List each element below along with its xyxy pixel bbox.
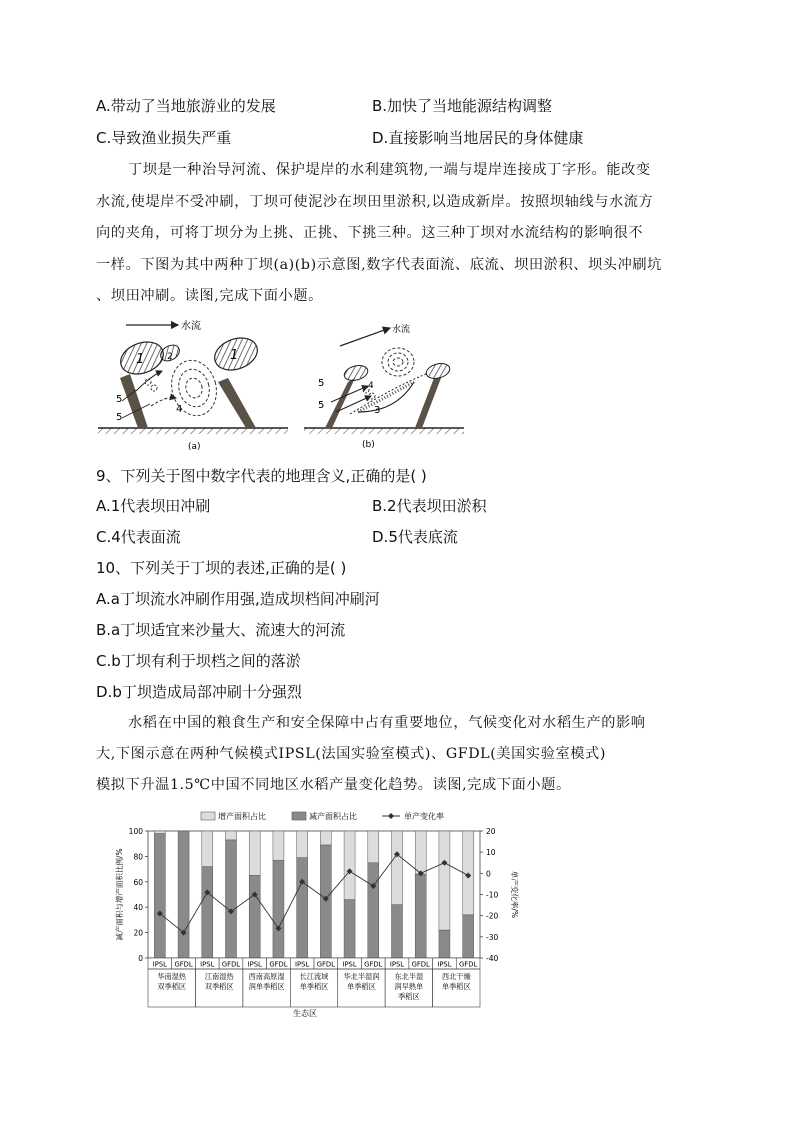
bar-increase [320,831,331,845]
svg-text:5: 5 [318,378,325,389]
chart-legend [201,811,444,821]
right-tick-label: -10 [486,890,499,900]
legend-label-increase: 增产面积占比 [218,812,266,821]
region-label: 双季稻区 [157,982,187,991]
bar-increase [368,831,379,863]
category-label: IPSL [152,960,167,969]
category-label: IPSL [200,960,215,969]
region-label: 江南湿热 [204,972,234,981]
right-tick-label: 10 [486,848,496,858]
q8-option-b: B.加快了当地能源结构调整 [372,97,553,115]
legend-line-marker [388,813,394,819]
region-label: 季稻区 [398,992,420,1001]
right-tick-label: 0 [486,869,491,879]
q9-option-b: B.2代表坝田淤积 [372,497,487,515]
left-tick-label: 20 [133,928,143,938]
svg-text:4: 4 [368,381,374,391]
svg-text:2: 2 [167,352,173,362]
bar-decrease [392,905,403,958]
category-label: GFDL [459,960,478,969]
region-label: 润单季稻区 [248,982,285,991]
svg-text:5: 5 [116,394,123,405]
left-axis-title: 减产面积与增产面积比例/% [115,848,124,941]
x-axis-title: 生态区 [293,1009,317,1018]
bar-increase [344,831,355,900]
caption-b: (b) [362,440,375,450]
bar-decrease [463,915,474,958]
left-tick-label: 40 [133,903,143,913]
bar-increase [249,831,260,875]
bar-decrease [297,858,308,958]
bar-decrease [368,863,379,958]
region-label: 单季稻区 [347,982,376,991]
category-label: IPSL [437,960,452,969]
right-tick-label: 20 [486,827,496,836]
svg-text:1: 1 [136,352,145,367]
passage2-line-3: 模拟下升温1.5℃中国不同地区水稻产量变化趋势。读图,完成下面小题。 [96,777,571,793]
legend-label-decrease: 减产面积占比 [309,812,357,821]
category-label: GFDL [221,960,241,969]
category-label: GFDL [269,960,288,969]
bar-increase [226,831,237,840]
region-label: 润早熟单 [394,982,424,991]
q9-option-d: D.5代表底流 [372,528,458,546]
category-label: IPSL [389,960,405,969]
bar-increase [154,831,165,834]
category-label: IPSL [342,960,357,969]
bar-decrease [226,840,237,958]
category-label: GFDL [316,960,335,969]
legend-swatch-decrease [292,812,306,820]
bar-decrease [154,834,165,958]
legend-label-rate: 单产变化率 [404,812,444,821]
q9-stem: 9、下列关于图中数字代表的地理含义,正确的是( ) [96,467,427,485]
rice-yield-chart [100,808,530,1020]
bar-increase [392,831,403,905]
diagram-b [304,323,464,450]
left-tick-label: 80 [133,852,143,862]
flow-label-a: 水流 [181,321,201,332]
passage1-line-5: 、坝田冲刷。读图,完成下面小题。 [96,288,323,304]
bar-decrease [249,875,260,958]
bar-increase [297,831,308,858]
svg-text:5: 5 [116,412,123,423]
right-tick-label: -30 [486,932,499,942]
left-tick-label: 100 [128,827,143,836]
caption-a: (a) [188,442,201,452]
right-axis-title: 单产变化率/% [510,870,519,919]
category-label: GFDL [174,960,193,969]
passage1-line-3: 向的夹角，可将丁坝分为上挑、正挑、下挑三种。这三种丁坝对水流结构的影响很不 [96,225,644,241]
q10-stem: 10、下列关于丁坝的表述,正确的是( ) [96,559,347,577]
region-label: 华南湿热 [157,972,187,981]
region-label: 华北半湿润 [343,972,380,981]
diagram-a [98,319,288,452]
region-label: 西南高原湿 [248,972,285,981]
passage2-line-1: 水稻在中国的粮食生产和安全保障中占有重要地位，气候变化对水稻生产的影响 [128,715,646,731]
right-tick-label: -20 [486,911,499,921]
bar-decrease [273,860,284,958]
region-label: 双季稻区 [204,982,234,991]
q10-option-b: B.a丁坝适宜来沙量大、流速大的河流 [96,621,346,639]
q10-option-a: A.a丁坝流水冲刷作用强,造成坝档间冲刷河 [96,590,380,608]
passage1-line-4: 一样。下图为其中两种丁坝(a)(b)示意图,数字代表面流、底流、坝田淤积、坝头冲刷坑 [96,257,662,273]
q9-option-c: C.4代表面流 [96,528,181,546]
bar-increase [273,831,284,860]
q10-option-d: D.b丁坝造成局部冲刷十分强烈 [96,683,302,701]
bar-increase [202,831,213,867]
region-label: 单季稻区 [441,982,471,991]
bar-increase [415,831,426,874]
q8-option-d: D.直接影响当地居民的身体健康 [372,129,584,147]
passage1-line-2: 水流,使堤岸不受冲刷，丁坝可使泥沙在坝田里淤积,以造成新岸。按照坝轴线与水流方 [96,194,654,210]
left-tick-label: 60 [133,877,143,887]
groyne-diagram [96,316,466,454]
passage2-line-2: 大,下图示意在两种气候模式IPSL(法国实验室模式)、GFDL(美国实验室模式) [96,746,606,762]
bar-decrease [202,867,213,958]
svg-text:3: 3 [374,405,381,416]
q8-option-a: A.带动了当地旅游业的发展 [96,97,276,115]
q10-option-c: C.b丁坝有利于坝档之间的落淤 [96,652,301,670]
right-tick-label: -40 [486,954,499,963]
category-label: GFDL [364,960,383,969]
svg-text:5: 5 [318,400,325,411]
bar-increase [439,831,450,930]
svg-text:4: 4 [176,404,183,415]
region-label: 单季稻区 [299,982,329,991]
category-label: GFDL [411,960,430,969]
q9-option-a: A.1代表坝田冲刷 [96,497,211,515]
plot-frame [148,831,480,958]
svg-text:1: 1 [230,348,239,363]
passage1-line-1: 丁坝是一种治导河流、保护堤岸的水利建筑物,一端与堤岸连接成丁字形。能改变 [128,162,651,178]
bar-decrease [415,874,426,958]
flow-label-b: 水流 [392,325,411,335]
bar-decrease [439,930,450,958]
category-label: IPSL [295,960,310,969]
bar-decrease [344,900,355,958]
q8-option-c: C.导致渔业损失严重 [96,129,232,147]
region-label: 东北半湿 [394,972,424,981]
region-label: 长江流域 [299,972,329,981]
category-label: IPSL [247,960,262,969]
left-tick-label: 0 [138,954,143,963]
bar-decrease [178,831,189,958]
region-label: 西北干燥 [441,972,471,981]
legend-swatch-increase [201,812,215,820]
